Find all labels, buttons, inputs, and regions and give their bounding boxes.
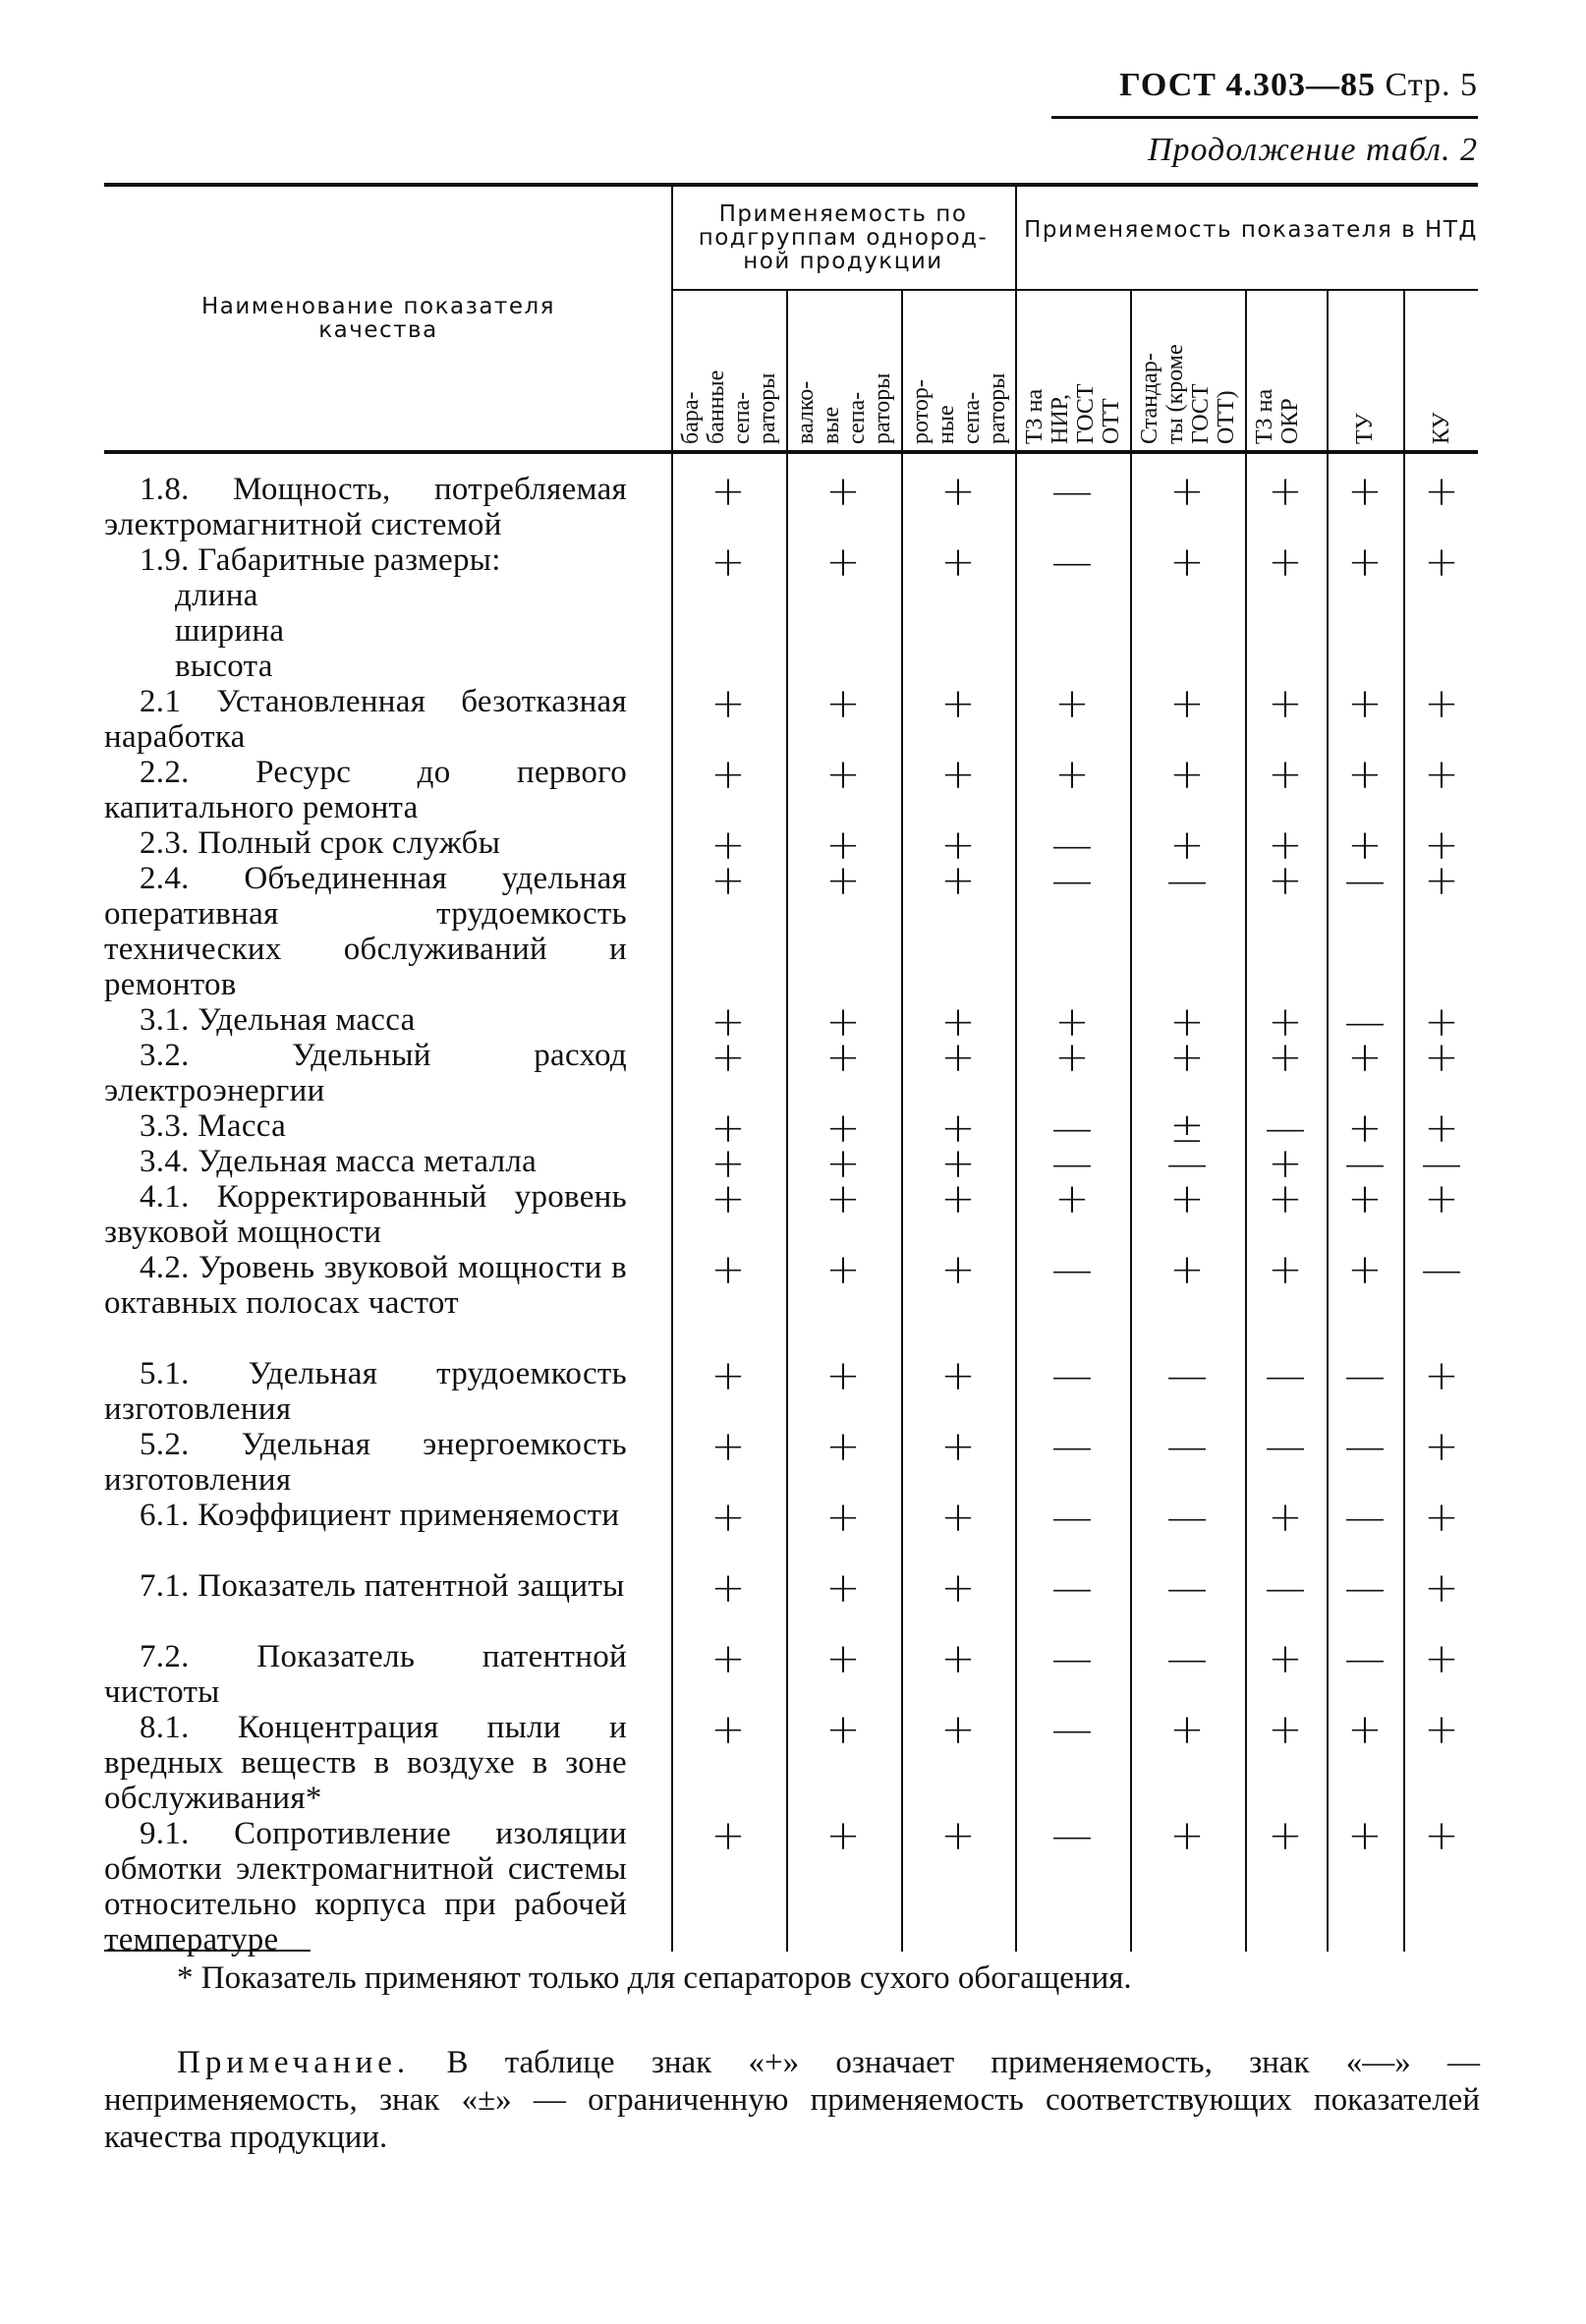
applicability-mark: +	[1169, 467, 1205, 515]
applicability-mark: —	[1265, 1104, 1306, 1152]
applicability-mark: —	[1166, 1493, 1208, 1541]
row-name: ширина	[175, 613, 285, 649]
applicability-mark: —	[1344, 1351, 1386, 1399]
applicability-mark: +	[1424, 1634, 1459, 1682]
applicability-mark: +	[1424, 1563, 1459, 1612]
applicability-mark: +	[1169, 997, 1205, 1046]
applicability-mark: +	[940, 1705, 976, 1753]
applicability-mark: +	[825, 997, 861, 1046]
row-name: 6.1. Коэффициент применяемости	[140, 1498, 620, 1533]
applicability-mark: —	[1265, 1422, 1306, 1470]
row-name: длина	[175, 578, 258, 613]
col-name-header: Наименование показателя качества	[200, 294, 556, 343]
applicability-mark: +	[1268, 856, 1303, 904]
applicability-mark: +	[1169, 750, 1205, 798]
applicability-mark: +	[825, 1705, 861, 1753]
row-name: 2.2. Ресурс до первого капитального ремонта	[104, 755, 627, 825]
applicability-mark: +	[825, 1563, 861, 1612]
applicability-mark: +	[1424, 538, 1459, 586]
applicability-mark: +	[710, 1351, 746, 1399]
applicability-mark: +	[1169, 679, 1205, 727]
applicability-mark: +	[940, 821, 976, 869]
applicability-mark: +	[940, 1811, 976, 1859]
col-divider	[1130, 289, 1132, 1952]
applicability-mark: +	[1169, 1705, 1205, 1753]
applicability-mark: +	[1347, 1705, 1383, 1753]
applicability-mark: +	[1268, 679, 1303, 727]
applicability-mark: —	[1265, 1351, 1306, 1399]
applicability-mark: +	[1169, 1811, 1205, 1859]
applicability-mark: —	[1051, 1104, 1093, 1152]
applicability-mark: +	[1347, 1174, 1383, 1222]
subcol-header-line: ГОСТ	[1073, 383, 1099, 444]
applicability-mark: +	[825, 679, 861, 727]
applicability-mark: —	[1344, 1634, 1386, 1682]
applicability-mark: +	[940, 1245, 976, 1293]
row-name: 3.4. Удельная масса металла	[140, 1144, 538, 1179]
applicability-mark: +	[710, 997, 746, 1046]
applicability-mark: +	[1424, 750, 1459, 798]
header-bottom-rule	[104, 450, 1478, 454]
row-name: 8.1. Концентрация пыли и вредных веществ в воздухе в зоне обслуживания*	[104, 1710, 627, 1816]
subcol-header-line: ТЗ на	[1022, 388, 1048, 444]
applicability-mark: +	[825, 1033, 861, 1081]
row-name: 4.2. Уровень звуковой мощности в октавных полосах частот	[104, 1250, 627, 1321]
applicability-mark: +	[710, 1422, 746, 1470]
applicability-mark: —	[1051, 1422, 1093, 1470]
applicability-mark: +	[710, 750, 746, 798]
applicability-mark: +	[1169, 1174, 1205, 1222]
subcol-header-line: ты (кроме	[1162, 344, 1188, 444]
applicability-mark: +	[825, 821, 861, 869]
applicability-mark: +	[825, 1104, 861, 1152]
applicability-mark: —	[1051, 1493, 1093, 1541]
row-name: 3.2. Удельный расход электроэнергии	[104, 1038, 627, 1108]
col-divider	[786, 289, 788, 1952]
applicability-mark: +	[940, 1104, 976, 1152]
applicability-mark: +	[1424, 856, 1459, 904]
table-continuation-label: Продолжение табл. 2	[1147, 132, 1478, 168]
applicability-mark: +	[710, 1493, 746, 1541]
applicability-mark: +	[1268, 1705, 1303, 1753]
subcol-header-line: сепа-	[844, 391, 870, 444]
applicability-mark: +	[1424, 1174, 1459, 1222]
applicability-mark: +	[710, 1139, 746, 1187]
applicability-mark: +	[1268, 1634, 1303, 1682]
applicability-mark: +	[940, 856, 976, 904]
applicability-mark: +	[940, 1139, 976, 1187]
row-name: 5.1. Удельная трудоемкость изготовления	[104, 1356, 627, 1427]
row-name: 9.1. Сопротивление изоляции обмотки электромагнитной системы относительно корпуса при рабочей температуре	[104, 1816, 627, 1957]
subcol-header-line: ные	[934, 405, 959, 444]
applicability-mark: +	[825, 750, 861, 798]
applicability-mark: —	[1051, 856, 1093, 904]
applicability-mark: +	[710, 821, 746, 869]
applicability-mark: +	[1424, 1351, 1459, 1399]
row-name: 2.4. Объединенная удельная оперативная трудоемкость технических обслуживаний и ремонтов	[104, 861, 627, 1002]
subcol-header-line: ОТТ	[1099, 398, 1124, 444]
applicability-mark: +	[710, 1104, 746, 1152]
subcol-header-line: раторы	[755, 372, 780, 444]
col-divider	[671, 183, 673, 1952]
subcol-header-line: ОТТ)	[1214, 390, 1239, 444]
applicability-mark: +	[1424, 1104, 1459, 1152]
footnote: * Показатель применяют только для сепараторов сухого обогащения.	[177, 1960, 1132, 1996]
applicability-mark: +	[1054, 1033, 1090, 1081]
applicability-mark: +	[1424, 997, 1459, 1046]
applicability-mark: +	[710, 1033, 746, 1081]
applicability-mark: +	[1268, 1245, 1303, 1293]
subcol-header-line: КУ	[1429, 412, 1454, 444]
applicability-mark: +	[1424, 1493, 1459, 1541]
subcol-header-line: Стандар-	[1137, 353, 1162, 444]
applicability-mark: +	[1268, 467, 1303, 515]
applicability-mark: +	[1347, 538, 1383, 586]
applicability-mark: +	[940, 1174, 976, 1222]
applicability-mark: +	[825, 1245, 861, 1293]
applicability-mark: —	[1166, 1351, 1208, 1399]
applicability-mark: +	[940, 1033, 976, 1081]
row-name: 2.3. Полный срок службы	[140, 825, 501, 861]
row-name: 3.1. Удельная масса	[140, 1002, 416, 1038]
applicability-mark: —	[1344, 997, 1386, 1046]
applicability-mark: +	[940, 1422, 976, 1470]
applicability-mark: +	[1424, 467, 1459, 515]
applicability-mark: +	[1268, 538, 1303, 586]
applicability-mark: +	[1424, 1422, 1459, 1470]
row-name: 7.1. Показатель патентной защиты	[140, 1568, 625, 1604]
applicability-mark: +	[1268, 1493, 1303, 1541]
applicability-mark: +	[1268, 1139, 1303, 1187]
applicability-mark: +	[825, 1351, 861, 1399]
applicability-mark: +	[940, 1563, 976, 1612]
row-name: 3.3. Масса	[140, 1108, 287, 1144]
header-rule	[1051, 116, 1478, 119]
applicability-mark: +	[1347, 1033, 1383, 1081]
applicability-mark: +	[940, 538, 976, 586]
applicability-mark: +	[1347, 1245, 1383, 1293]
applicability-mark: +	[940, 1493, 976, 1541]
applicability-mark: +	[1268, 1174, 1303, 1222]
applicability-mark: —	[1051, 1563, 1093, 1612]
subheader-rule	[671, 289, 1478, 291]
applicability-mark: +	[1424, 679, 1459, 727]
group1-header: Применяемость по подгруппам однород-ной продукции	[698, 201, 989, 274]
applicability-mark: +	[940, 1634, 976, 1682]
applicability-mark: —	[1166, 1139, 1208, 1187]
col-divider	[1015, 183, 1017, 1952]
page-number: Стр. 5	[1385, 67, 1478, 103]
applicability-mark: —	[1051, 1245, 1093, 1293]
applicability-mark: +	[1054, 1174, 1090, 1222]
row-name: высота	[175, 649, 273, 684]
row-name: 2.1 Установленная безотказная наработка	[104, 684, 627, 755]
applicability-mark: +	[1169, 821, 1205, 869]
applicability-mark: +	[1347, 750, 1383, 798]
applicability-mark: +	[1268, 1811, 1303, 1859]
applicability-mark: —	[1051, 1811, 1093, 1859]
applicability-mark: +	[940, 467, 976, 515]
applicability-mark: +	[710, 538, 746, 586]
applicability-mark: —	[1265, 1563, 1306, 1612]
row-name: 5.2. Удельная энергоемкость изготовления	[104, 1427, 627, 1498]
applicability-mark: +	[710, 467, 746, 515]
applicability-mark: —	[1051, 1139, 1093, 1187]
applicability-mark: +	[710, 1705, 746, 1753]
applicability-mark: +	[825, 1174, 861, 1222]
applicability-mark: +	[1424, 1033, 1459, 1081]
applicability-mark: ±	[1169, 1104, 1205, 1152]
applicability-mark: —	[1051, 467, 1093, 515]
applicability-mark: +	[710, 1174, 746, 1222]
applicability-mark: —	[1421, 1139, 1462, 1187]
row-name: 1.9. Габаритные размеры:	[140, 542, 501, 578]
applicability-mark: +	[1169, 1245, 1205, 1293]
applicability-mark: +	[1347, 821, 1383, 869]
applicability-mark: +	[1268, 1033, 1303, 1081]
col-divider	[901, 289, 903, 1952]
applicability-mark: +	[710, 856, 746, 904]
standard-number: ГОСТ 4.303—85	[1119, 67, 1376, 103]
subcol-header-line: бара-	[678, 391, 704, 444]
applicability-mark: +	[940, 1351, 976, 1399]
applicability-mark: +	[1169, 1033, 1205, 1081]
note-text: В таблице знак «+» означает применяемость, знак «—» — неприменяемость, знак «±» — ограниченную применяемость соответствующих показателей качества продукции.	[104, 2045, 1480, 2155]
applicability-mark: +	[1347, 467, 1383, 515]
applicability-mark: —	[1344, 1139, 1386, 1187]
applicability-mark: +	[1424, 821, 1459, 869]
footnote-rule	[104, 1950, 311, 1952]
row-name: 1.8. Мощность, потребляемая электромагнитной системой	[104, 472, 627, 542]
applicability-mark: +	[825, 1493, 861, 1541]
applicability-mark: +	[1347, 1104, 1383, 1152]
subcol-header-line: ротор-	[908, 379, 934, 444]
applicability-mark: +	[825, 1634, 861, 1682]
applicability-mark: +	[1424, 1811, 1459, 1859]
applicability-mark: +	[940, 997, 976, 1046]
applicability-mark: +	[825, 1811, 861, 1859]
applicability-mark: +	[1054, 997, 1090, 1046]
applicability-mark: +	[825, 856, 861, 904]
applicability-mark: —	[1344, 1563, 1386, 1612]
applicability-mark: +	[825, 1422, 861, 1470]
applicability-mark: +	[1347, 679, 1383, 727]
subcol-header-line: валко-	[793, 380, 819, 444]
applicability-mark: +	[710, 679, 746, 727]
subcol-header-line: ОКР	[1277, 398, 1303, 444]
applicability-mark: —	[1344, 1422, 1386, 1470]
applicability-mark: —	[1051, 1705, 1093, 1753]
applicability-mark: —	[1166, 856, 1208, 904]
applicability-mark: +	[825, 1139, 861, 1187]
applicability-mark: +	[1268, 750, 1303, 798]
subcol-header-line: ГОСТ	[1188, 383, 1214, 444]
applicability-mark: +	[825, 467, 861, 515]
row-name: 4.1. Корректированный уровень звуковой мощности	[104, 1179, 627, 1250]
applicability-mark: —	[1051, 1634, 1093, 1682]
applicability-mark: +	[1424, 1705, 1459, 1753]
subcol-header-line: НИР,	[1048, 393, 1073, 444]
applicability-mark: —	[1166, 1422, 1208, 1470]
applicability-mark: +	[710, 1245, 746, 1293]
applicability-mark: +	[710, 1811, 746, 1859]
subcol-header-line: сепа-	[729, 391, 755, 444]
subcol-header-line: банные	[704, 369, 729, 444]
applicability-mark: +	[710, 1634, 746, 1682]
applicability-mark: —	[1166, 1634, 1208, 1682]
applicability-mark: +	[1347, 1811, 1383, 1859]
applicability-mark: —	[1344, 856, 1386, 904]
applicability-mark: —	[1051, 821, 1093, 869]
applicability-mark: +	[1054, 679, 1090, 727]
table-note	[104, 2044, 1480, 2156]
subcol-header-line: ТУ	[1352, 413, 1378, 444]
subcol-header-line: ТЗ на	[1252, 388, 1277, 444]
subcol-header-line: сепа-	[959, 391, 985, 444]
subcol-header-line: вые	[819, 406, 844, 444]
applicability-mark: +	[710, 1563, 746, 1612]
subcol-header-line: раторы	[870, 372, 895, 444]
applicability-mark: —	[1166, 1563, 1208, 1612]
applicability-mark: +	[940, 750, 976, 798]
applicability-mark: +	[940, 679, 976, 727]
applicability-mark: —	[1344, 1493, 1386, 1541]
row-name: 7.2. Показатель патентной чистоты	[104, 1639, 627, 1710]
applicability-mark: —	[1051, 1351, 1093, 1399]
table-top-rule	[104, 183, 1478, 187]
applicability-mark: +	[1268, 821, 1303, 869]
subcol-header-line: раторы	[985, 372, 1010, 444]
applicability-mark: +	[825, 538, 861, 586]
applicability-mark: —	[1421, 1245, 1462, 1293]
page-header	[1119, 67, 1478, 104]
applicability-mark: +	[1268, 997, 1303, 1046]
applicability-mark: +	[1169, 538, 1205, 586]
applicability-mark: —	[1051, 538, 1093, 586]
note-label: Примечание.	[177, 2045, 411, 2080]
group2-header: Применяемость показателя в НТД	[1024, 217, 1478, 243]
applicability-mark: +	[1054, 750, 1090, 798]
